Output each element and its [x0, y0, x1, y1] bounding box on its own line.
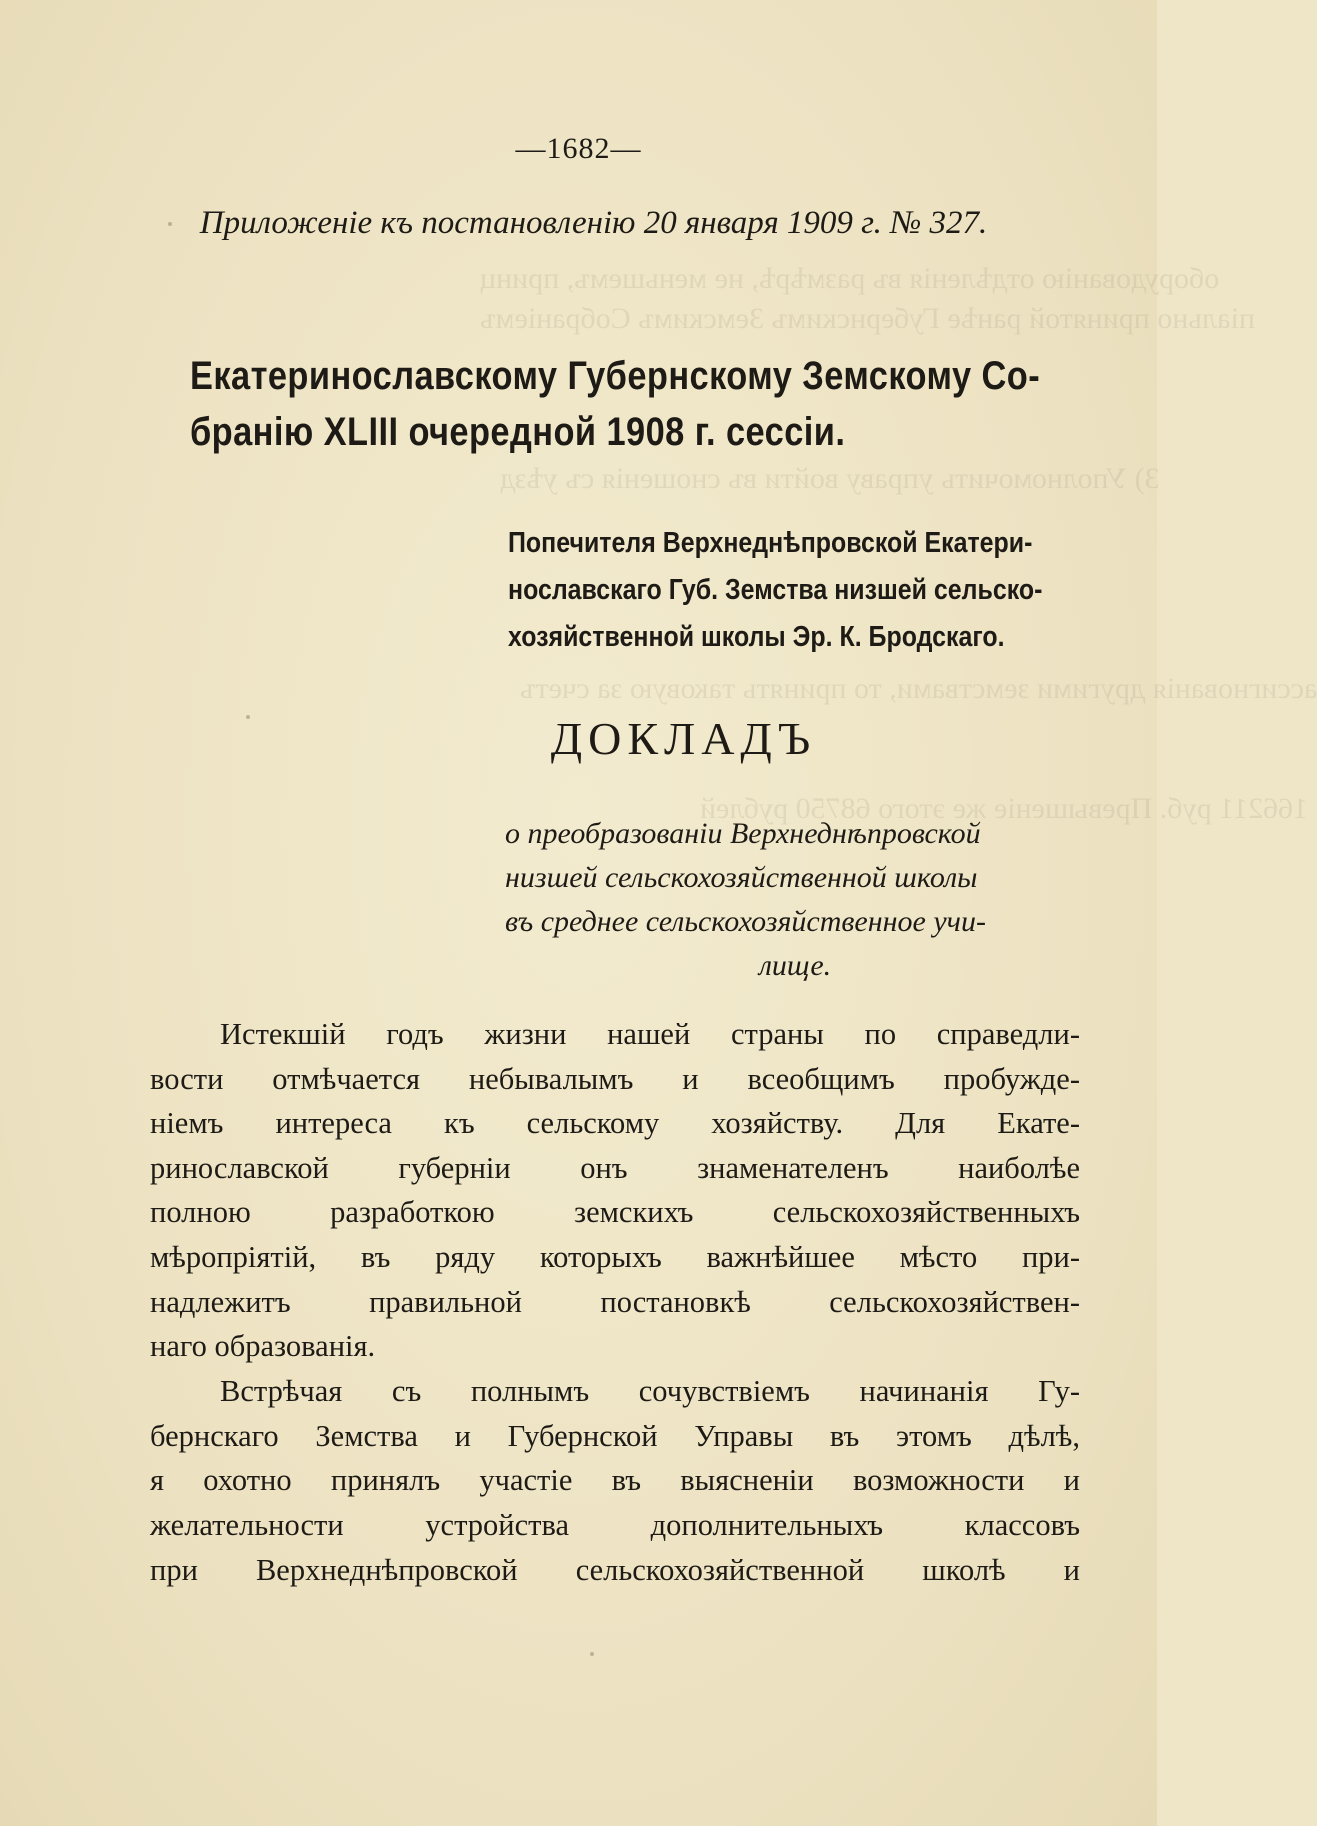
subtitle-line: о преобразованiи Верхнеднѣпровской: [505, 817, 981, 850]
paragraph: [150, 1369, 1080, 1592]
subtitle-line: въ среднее сельскохозяйственное учи-: [505, 905, 986, 938]
trustee-line: хозяйственной школы Эр. К. Бродскаго.: [508, 621, 1005, 653]
document-heading: [190, 348, 1095, 460]
text-line: желательности устройства дополнительныхъ классовъ: [150, 1507, 1080, 1542]
trustee-attribution: [508, 520, 1042, 661]
appendix-note: Приложенiе къ постановленiю 20 января 1909 г. № 327.: [199, 205, 988, 241]
bleed-through-text: 166211 руб. Превышенiе же этого 68750 рублей: [700, 792, 1309, 825]
report-subtitle: [505, 812, 1085, 988]
text-line: полною разработкою земскихъ сельскохозяйственныхъ: [150, 1195, 1080, 1230]
bleed-through-text: 3) Уполномочить управу войти въ сношенiя съ уѣзд: [500, 462, 1160, 495]
trustee-line: нославскаго Губ. Земства низшей сельско-: [508, 574, 1043, 606]
text-line: при Верхнеднѣпровской сельскохозяйственной школѣ и: [150, 1552, 1080, 1587]
text-line: Истекшiй годъ жизни нашей страны по справедли-: [220, 1017, 1080, 1051]
paper-speck: [168, 222, 172, 226]
text-line: Встрѣчая съ полнымъ сочувствiемъ начинанiя Гу-: [220, 1374, 1080, 1409]
text-line: мѣропрiятiй, въ ряду которыхъ важнѣйшее мѣсто при-: [150, 1239, 1080, 1274]
text-line: бернскаго Земства и Губернской Управы въ этомъ дѣлѣ,: [150, 1418, 1080, 1453]
text-line: надлежитъ правильной постановкѣ сельскохозяйствен-: [150, 1284, 1080, 1319]
trustee-line: Попечителя Верхнеднѣпровской Екатери-: [508, 527, 1033, 559]
heading-line: Екатеринославскому Губернскому Земскому Со-: [190, 354, 1041, 398]
text-line: вости отмѣчается небывалымъ и всеобщимъ пробужде-: [150, 1061, 1080, 1096]
bleed-through-text: пiально принятой ранѣе Губернскимъ Земскимъ Собранiемъ: [480, 302, 1255, 335]
report-title: ДОКЛАДЪ: [550, 713, 817, 764]
bleed-through-text: ассигнованiя другими земствами, то принять таковую за счетъ: [520, 672, 1317, 705]
paper-speck: [246, 715, 250, 719]
text-line: я охотно принялъ участiе въ выясненiи возможности и: [150, 1463, 1080, 1498]
body-text: [150, 1012, 1080, 1592]
paragraph: [150, 1012, 1080, 1369]
heading-line: бранiю XLIII очередной 1908 г. сессiи.: [190, 410, 846, 454]
bleed-through-text: оборудованiю отдѣленiя въ размѣрѣ, не меньшемъ, принц: [480, 262, 1220, 295]
text-line: наго образованiя.: [150, 1329, 376, 1364]
text-line: нiемъ интереса къ сельскому хозяйству. Для Екате-: [150, 1106, 1080, 1141]
text-line: ринославской губернiи онъ знаменателенъ наиболѣе: [150, 1150, 1080, 1185]
page-number: —1682—: [515, 132, 642, 165]
subtitle-line: лище.: [758, 949, 832, 982]
paper-speck: [590, 1652, 594, 1656]
subtitle-line: низшей сельскохозяйственной школы: [505, 861, 978, 894]
